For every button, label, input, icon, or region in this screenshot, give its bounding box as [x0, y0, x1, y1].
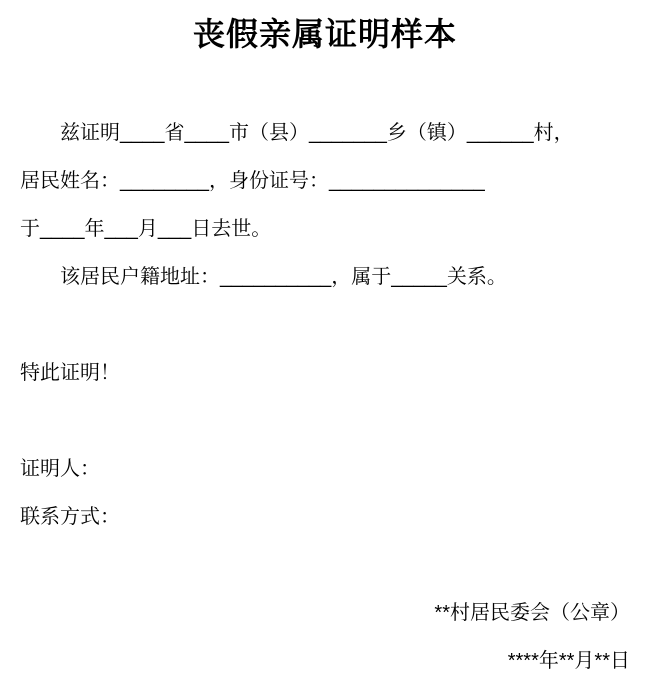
- intro-location-line: 兹证明____省____市（县）_______乡（镇）______村，: [60, 122, 574, 144]
- address-relation-line: 该居民户籍地址：__________，属于_____关系。: [60, 266, 507, 288]
- death-date-line: 于____年___月___日去世。: [20, 218, 272, 240]
- blank-line: [20, 541, 630, 589]
- blank-line: [20, 397, 630, 445]
- document-body: [20, 109, 630, 685]
- document-title: 丧假亲属证明样本: [192, 16, 457, 52]
- hereby-certify-line: 特此证明！: [20, 362, 120, 384]
- blank-line: [20, 301, 630, 349]
- date-line: ****年**月**日: [507, 650, 630, 672]
- contact-line: 联系方式：: [20, 506, 120, 528]
- certifier-line: 证明人：: [20, 458, 100, 480]
- name-id-line: 居民姓名：________，身份证号：______________: [20, 170, 485, 192]
- committee-seal-line: **村居民委会（公章）: [434, 602, 630, 624]
